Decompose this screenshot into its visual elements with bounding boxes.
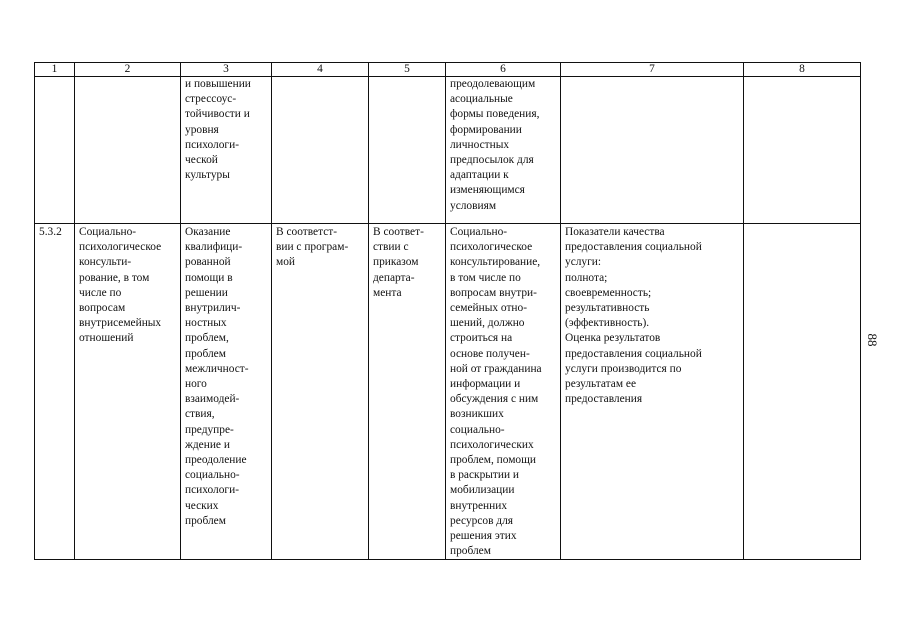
page-number: 88 xyxy=(865,333,880,347)
cell-tariff: В соответ- ствии с приказом департа- мента xyxy=(369,224,446,560)
column-header-6: 6 xyxy=(446,63,561,77)
cell-quality-indicators xyxy=(561,77,744,224)
column-header-3: 3 xyxy=(181,63,272,77)
table-row-continuation xyxy=(35,77,861,224)
column-header-8: 8 xyxy=(744,63,861,77)
column-header-7: 7 xyxy=(561,63,744,77)
cell-service-name xyxy=(75,77,181,224)
cell-volume xyxy=(272,77,369,224)
column-number-row xyxy=(35,63,861,77)
cell-notes xyxy=(744,224,861,560)
cell-quality-indicators: Показатели качества предоставления социальной услуги: полнота; своевременность; результативность (эффективность). Оценка результатов предоставления социальной услуги производится по результатам ее предоставления xyxy=(561,224,744,560)
column-header-2: 2 xyxy=(75,63,181,77)
cell-conditions: преодолевающим асоциальные формы поведения, формировании личностных предпосылок для адаптации к изменяющимся условиям xyxy=(446,77,561,224)
cell-volume: В соответст- вии с програм- мой xyxy=(272,224,369,560)
cell-number: 5.3.2 xyxy=(35,224,75,560)
cell-service-description: Оказание квалифици- рованной помощи в решении внутрилич- ностных проблем, проблем межличност- ного взаимодей- ствия, предупре- ждение и преодоление социально- психологи- ческих проблем xyxy=(181,224,272,560)
column-header-4: 4 xyxy=(272,63,369,77)
table-row-5-3-2 xyxy=(35,224,861,560)
cell-tariff xyxy=(369,77,446,224)
column-header-1: 1 xyxy=(35,63,75,77)
cell-notes xyxy=(744,77,861,224)
services-table xyxy=(34,62,861,560)
column-header-5: 5 xyxy=(369,63,446,77)
cell-service-name: Социально- психологическое консульти- рование, в том числе по вопросам внутрисемейных отношений xyxy=(75,224,181,560)
cell-service-description: и повышении стрессоус- тойчивости и уровня психологи- ческой культуры xyxy=(181,77,272,224)
cell-number xyxy=(35,77,75,224)
cell-conditions: Социально- психологическое консультирование, в том числе по вопросам внутри- семейных отно- шений, должно строиться на основе получен- ной от гражданина информации и обсуждения с ним возникших социально- психологических проблем, помощи в раскрытии и мобилизации внутренних ресурсов для решения этих проблем xyxy=(446,224,561,560)
